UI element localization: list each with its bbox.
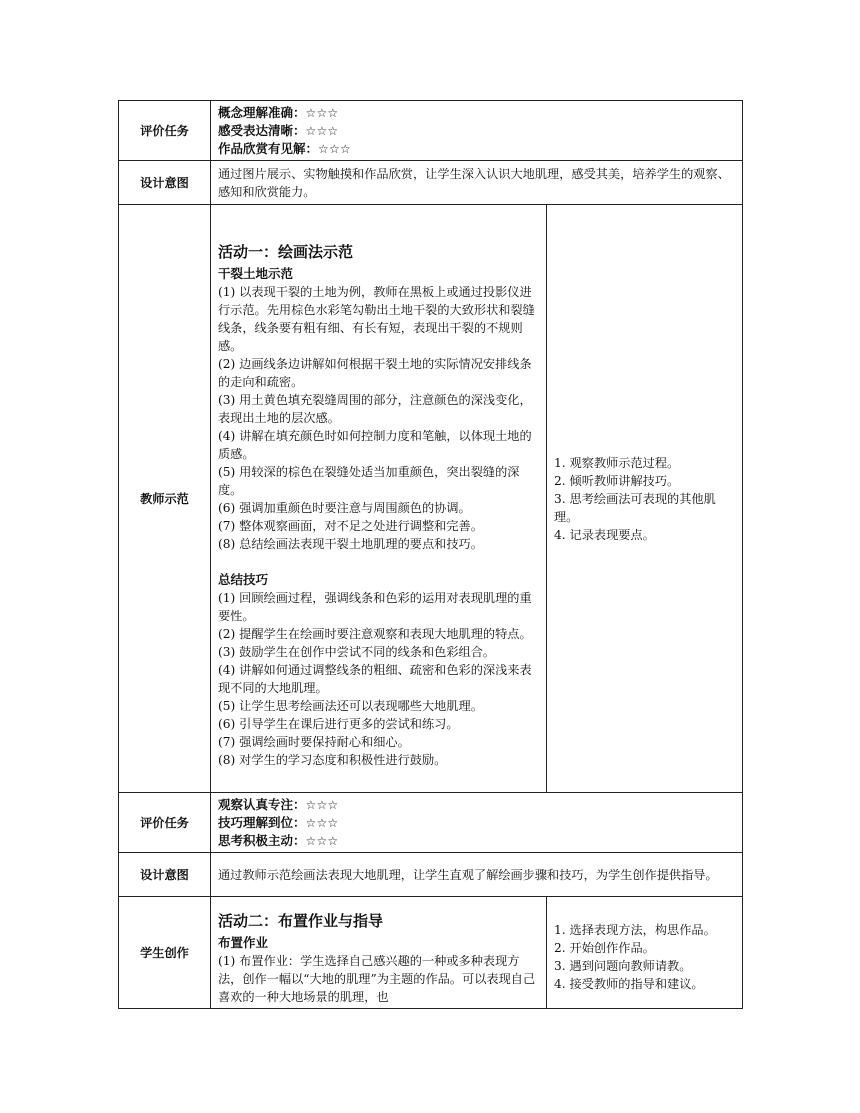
eval-criterion: 作品欣赏有见解：☆☆☆ <box>218 140 351 156</box>
eval-criterion: 思考积极主动：☆☆☆ <box>218 832 339 848</box>
eval-criterion: 概念理解准确：☆☆☆ <box>218 104 339 120</box>
intent-label-2: 设计意图 <box>119 853 211 897</box>
summary-list <box>218 589 539 769</box>
section-title: 干裂土地示范 <box>218 266 294 281</box>
activity-title: 活动二：布置作业与指导 <box>218 912 384 930</box>
eval-criteria-1 <box>211 101 743 161</box>
eval-criterion: 感受表达清晰：☆☆☆ <box>218 122 339 138</box>
list-item: 1. 观察教师示范过程。 <box>554 455 680 470</box>
list-item: (6) 强调加重颜色时要注意与周围颜色的协调。 <box>218 501 471 515</box>
demo-content <box>211 205 547 793</box>
list-item: (2) 边画线条边讲解如何根据干裂土地的实际情况安排线条的走向和疏密。 <box>218 357 532 389</box>
eval-label-2: 评价任务 <box>119 793 211 853</box>
intent-label-1: 设计意图 <box>119 161 211 205</box>
list-item: 1. 选择表现方法，构思作品。 <box>554 922 716 937</box>
section-title: 总结技巧 <box>218 572 269 587</box>
eval-row-2 <box>119 793 743 853</box>
eval-criterion: 观察认真专注：☆☆☆ <box>218 796 339 812</box>
eval-label-1: 评价任务 <box>119 101 211 161</box>
list-item: (6) 引导学生在课后进行更多的尝试和练习。 <box>218 717 459 731</box>
list-item: (4) 讲解如何通过调整线条的粗细、疏密和色彩的深浅来表现不同的大地肌理。 <box>218 663 532 695</box>
list-item: (2) 提醒学生在绘画时要注意观察和表现大地肌理的特点。 <box>218 627 532 641</box>
list-item: (3) 鼓励学生在创作中尝试不同的线条和色彩组合。 <box>218 645 496 659</box>
list-item: (1) 回顾绘画过程，强调线条和色彩的运用对表现肌理的重要性。 <box>218 591 532 623</box>
create-student-activities <box>547 897 743 1009</box>
list-item: (8) 对学生的学习态度和积极性进行鼓励。 <box>218 753 447 767</box>
list-item: 2. 开始创作作品。 <box>554 940 655 955</box>
list-item: (4) 讲解在填充颜色时如何控制力度和笔触，以体现土地的质感。 <box>218 429 532 461</box>
list-item: (1) 以表现干裂的土地为例，教师在黑板上或通过投影仪进行示范。先用棕色水彩笔勾勒出土地干裂的大致形状和裂缝线条，线条要有粗有细、有长有短，表现出干裂的不规则感。 <box>218 285 535 353</box>
create-content <box>211 897 547 1009</box>
section-title: 布置作业 <box>218 935 269 950</box>
list-item: (5) 用较深的棕色在裂缝处适当加重颜色，突出裂缝的深度。 <box>218 465 520 497</box>
demo-steps-list <box>218 283 539 553</box>
intent-row-2 <box>119 853 743 897</box>
list-item: 2. 倾听教师讲解技巧。 <box>554 473 680 488</box>
list-item: (7) 强调绘画时要保持耐心和细心。 <box>218 735 410 749</box>
list-item: 4. 接受教师的指导和建议。 <box>554 976 704 991</box>
demo-label: 教师示范 <box>119 205 211 793</box>
create-row <box>119 897 743 1009</box>
assignment-text: (1) 布置作业：学生选择自己感兴趣的一种或多种表现方法，创作一幅以“大地的肌理”为主题的作品。可以表现自己喜欢的一种大地场景的肌理，也 <box>218 954 536 1004</box>
list-item: (3) 用土黄色填充裂缝周围的部分，注意颜色的深浅变化，表现出土地的层次感。 <box>218 393 532 425</box>
eval-criterion: 技巧理解到位：☆☆☆ <box>218 814 339 830</box>
activity-title: 活动一：绘画法示范 <box>218 243 354 261</box>
student-activity-list <box>554 921 735 993</box>
intent-row-1 <box>119 161 743 205</box>
list-item: 3. 思考绘画法可表现的其他肌理。 <box>554 491 716 524</box>
eval-criteria-2 <box>211 793 743 853</box>
list-item: 4. 记录表现要点。 <box>554 527 655 542</box>
lesson-plan-table <box>118 100 743 1009</box>
intent-text-2: 通过教师示范绘画法表现大地肌理，让学生直观了解绘画步骤和技巧，为学生创作提供指导。 <box>211 853 743 897</box>
create-label: 学生创作 <box>119 897 211 1009</box>
demo-student-activities <box>547 205 743 793</box>
eval-row-1 <box>119 101 743 161</box>
list-item: (8) 总结绘画法表现干裂土地肌理的要点和技巧。 <box>218 537 483 551</box>
intent-text-1: 通过图片展示、实物触摸和作品欣赏，让学生深入认识大地肌理，感受其美，培养学生的观察、感知和欣赏能力。 <box>211 161 743 205</box>
student-activity-list <box>554 454 735 544</box>
list-item: (5) 让学生思考绘画法还可以表现哪些大地肌理。 <box>218 699 483 713</box>
demo-row <box>119 205 743 793</box>
list-item: (7) 整体观察画面，对不足之处进行调整和完善。 <box>218 519 483 533</box>
list-item: 3. 遇到问题向教师请教。 <box>554 958 692 973</box>
